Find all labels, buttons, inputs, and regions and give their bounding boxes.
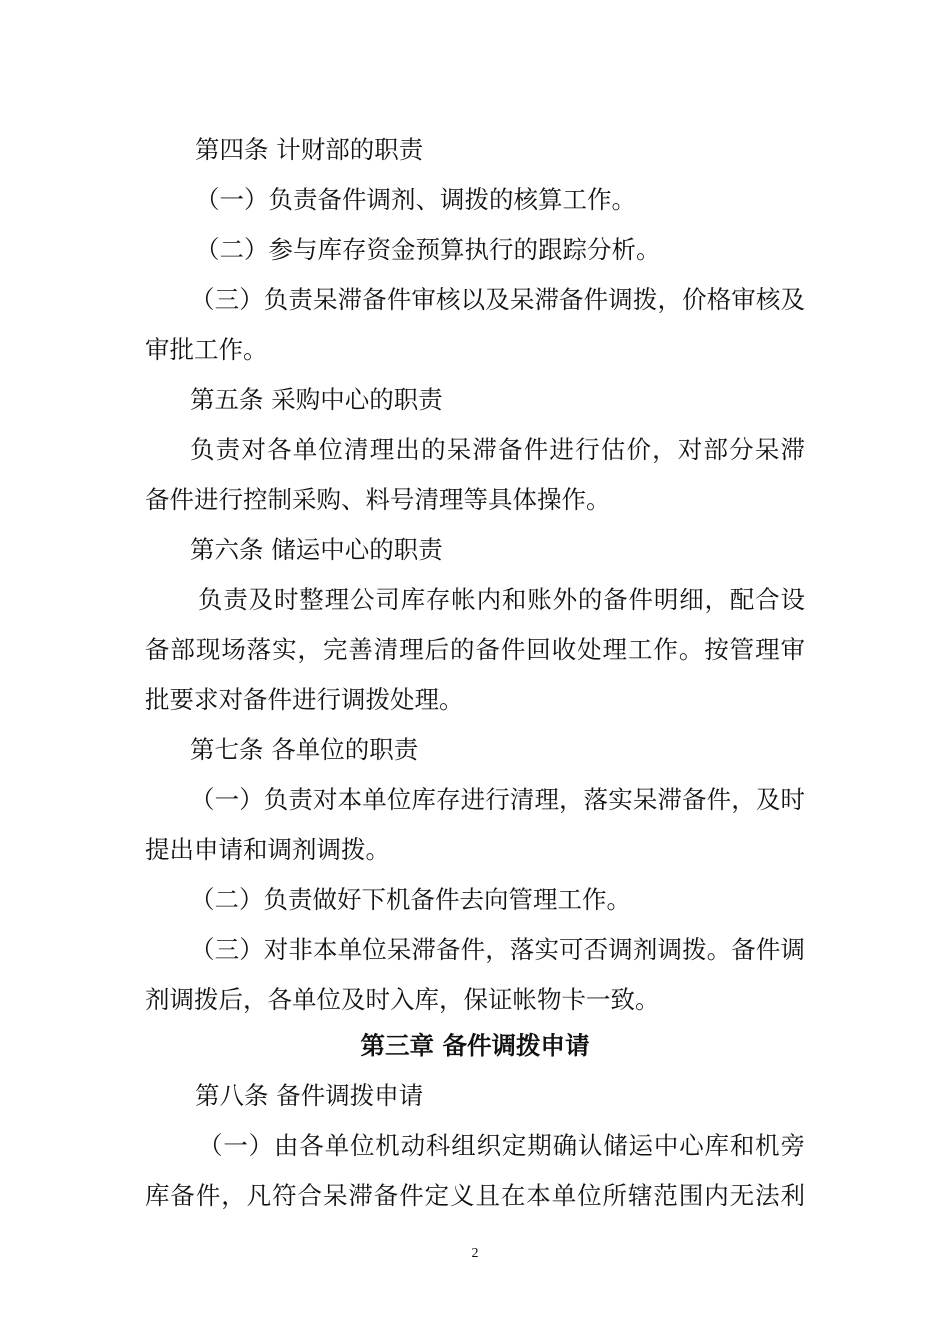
article-7-item-1-line-1: （一）负责对本单位库存进行清理，落实呆滞备件，及时 — [190, 785, 805, 814]
article-8-heading: 第八条 备件调拨申请 — [195, 1081, 424, 1110]
article-7-item-2: （二）负责做好下机备件去向管理工作。 — [190, 885, 631, 914]
article-5-heading: 第五条 采购中心的职责 — [190, 385, 443, 414]
article-4-heading: 第四条 计财部的职责 — [195, 135, 424, 164]
article-6-body-line-1: 负责及时整理公司库存帐内和账外的备件明细，配合设 — [198, 585, 805, 614]
article-5-body-line-1: 负责对各单位清理出的呆滞备件进行估价，对部分呆滞 — [190, 435, 805, 464]
article-4-item-3-line-1: （三）负责呆滞备件审核以及呆滞备件调拨，价格审核及 — [190, 285, 805, 314]
article-6-body-line-3: 批要求对备件进行调拨处理。 — [145, 685, 464, 714]
article-6-heading: 第六条 储运中心的职责 — [190, 535, 443, 564]
article-4-item-2: （二）参与库存资金预算执行的跟踪分析。 — [195, 235, 661, 264]
article-4-item-3-line-2: 审批工作。 — [145, 335, 268, 364]
article-7-item-3-line-1: （三）对非本单位呆滞备件，落实可否调剂调拨。备件调 — [190, 935, 805, 964]
article-7-item-3-line-2: 剂调拨后，各单位及时入库，保证帐物卡一致。 — [145, 985, 660, 1014]
article-8-item-1-line-1: （一）由各单位机动科组织定期确认储运中心库和机旁 — [198, 1131, 805, 1160]
article-8-item-1-line-2: 库备件，凡符合呆滞备件定义且在本单位所辖范围内无法利 — [145, 1181, 805, 1210]
article-4-item-1: （一）负责备件调剂、调拨的核算工作。 — [195, 185, 636, 214]
article-7-item-1-line-2: 提出申请和调剂调拨。 — [145, 835, 390, 864]
page-number: 2 — [471, 1246, 479, 1261]
article-7-heading: 第七条 各单位的职责 — [190, 735, 419, 764]
article-5-body-line-2: 备件进行控制采购、料号清理等具体操作。 — [145, 485, 611, 514]
article-6-body-line-2: 备部现场落实，完善清理后的备件回收处理工作。按管理审 — [145, 635, 805, 664]
chapter-3-title: 第三章 备件调拨申请 — [360, 1031, 590, 1060]
